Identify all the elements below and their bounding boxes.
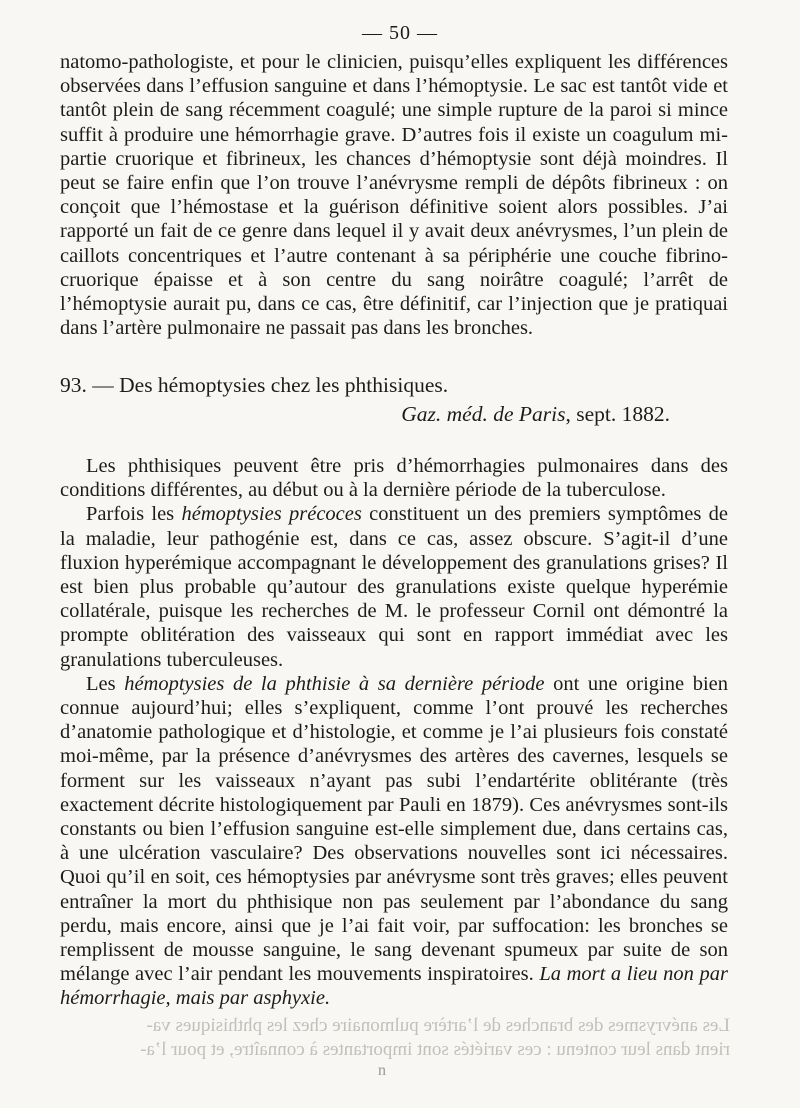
paragraph-3-rest: ont une origine bien connue aujourd’hui; elles s’expliquent, comme l’ont prouvé les recherches d’anatomie pathologique et d’histologie, et comme je l’ai plusieurs fois constaté moi-même, par la présence d’anévrysmes des artères des cavernes, lesquels se forment sur les vaisseaux n’ayant pas subi l’endartérite oblitérante (très exactement décrite histologiquement par Pauli en 1879). Ces anévrysmes sont-ils constants ou bien l’effusion sanguine est-elle simplement due, dans certains cas, à une ulcération vasculaire? Des observations nouvelles sont ici nécessaires. Quoi qu’il en soit, ces hémoptysies par anévrysme sont très graves; elles peuvent entraîner la mort du phthisique non pas seulement par l’abondance du sang perdu, mais encore, ainsi que je l’ai fait voir, par suffocation: les bronches se remplissent de mousse sanguine, le sang devenant spumeux par suite de son mélange avec l’air pendant les mouvements inspiratoires.: [60, 672, 728, 986]
section-citation: [401, 402, 670, 427]
continuation-text: natomo-pathologiste, et pour le clinicien, puisqu’elles expliquent les différences observées dans l’effusion sanguine et dans l’hémoptysie. Le sac est tantôt vide et tantôt plein de sang récemment coagulé; une simple rupture de la paroi si mince suffit à produire une hémorrhagie grave. D’autres fois il existe un coagulum mi-partie cruorique et fibrineux, les chances d’hémoptysie sont déjà moindres. Il peut se faire enfin que l’on trouve l’anévrysme rempli de dépôts fibrineux : on conçoit que l’hémostase et la guérison définitive soient alors possibles. J’ai rapporté un fait de ce genre dans lequel il y avait deux anévrysmes, l’un plein de caillots concentriques et l’autre contenant à sa périphérie une couche fibrino-cruorique épaisse et à son centre du sang noirâtre coagulé; l’arrêt de l’hémoptysie aurait pu, dans ce cas, être définitif, car l’injection que je pratiquai dans l’artère pulmonaire ne passait pas dans les bronches.: [60, 51, 728, 340]
paragraph-2-emphasis: hémoptysies précoces: [181, 503, 362, 526]
paragraph-2-rest: constituent un des premiers symptômes de la maladie, leur pathogénie est, dans ce cas, assez obscure. S’agit-il d’une fluxion hyperémique accompagnant le développement des granulations grises? Il est bien plus probable qu’autour des granulations existe quelque hyperémie collatérale, puisque les recherches de M. le professeur Cornil ont démontré la prompte oblitération des vaisseaux qui sont en rapport immédiat avec les granulations tuberculeuses.: [60, 503, 728, 671]
paragraph-2: [60, 502, 728, 671]
bleed-through-line-2: rient dans leur contenu : ces variétés sont importantes à connaître, et pour l’a-: [140, 1039, 730, 1060]
paragraph-2-start: Parfois les: [86, 503, 182, 526]
paragraph-3-emphasis: hémoptysies de la phthisie à sa dernière période: [124, 672, 545, 695]
bottom-mark: n: [378, 1062, 386, 1079]
citation-date: , sept. 1882.: [565, 402, 670, 426]
bleed-through-line-1: Les anévrysmes des branches de l’artère pulmonaire chez les phthisiques va-: [146, 1015, 730, 1036]
continuation-paragraph: [60, 50, 728, 340]
page-number: — 50 —: [362, 22, 438, 44]
paragraph-3: [60, 672, 728, 1011]
paragraph-1: Les phthisiques peuvent être pris d’hémorrhagies pulmonaires dans des conditions différentes, au début ou à la dernière période de la tuberculose.: [60, 455, 728, 502]
section-heading: 93. — Des hémoptysies chez les phthisiques.: [60, 373, 449, 397]
citation-journal: Gaz. méd. de Paris: [401, 402, 566, 426]
section-body: [60, 454, 728, 1011]
paragraph-3-conclusion: La mort a lieu non par hémorrhagie, mais par asphyxie.: [60, 963, 728, 1010]
paragraph-3-start: Les: [86, 672, 125, 695]
